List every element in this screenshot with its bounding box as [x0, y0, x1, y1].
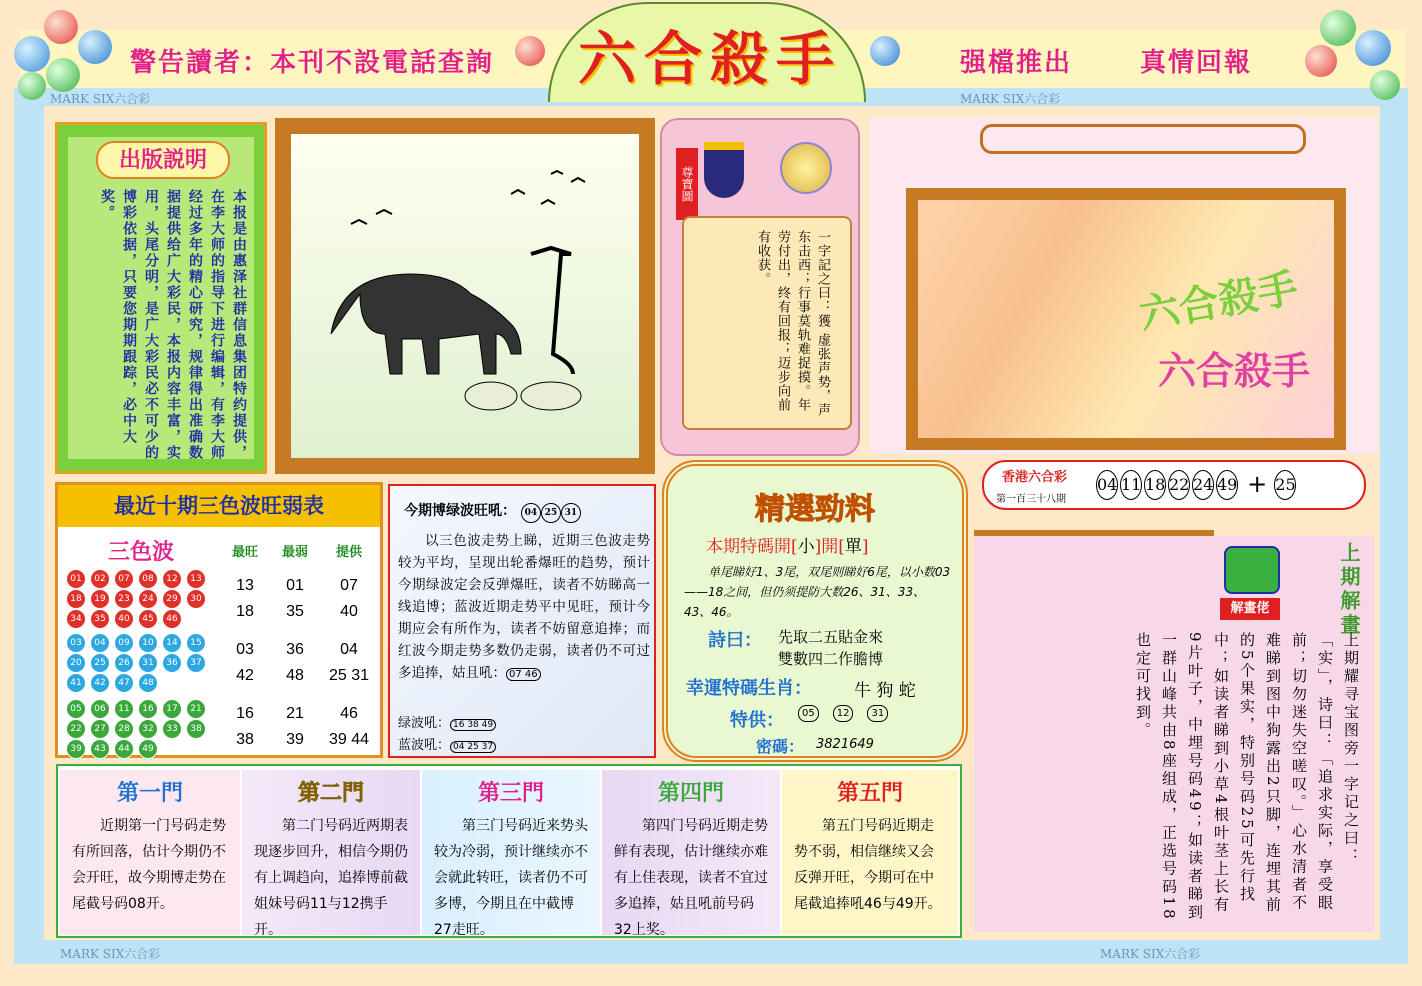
- explain-badge: 解畫佬: [1220, 598, 1280, 620]
- door-4-title: 第四門: [657, 780, 724, 806]
- publication-notice-body: 本报是由惠泽社群信息集团特约提供，在李大师的指导下进行编辑，有李大师经过多年的精心研究，规律得出准确数据提供给广大彩民，本报内容丰富，实用，头尾分明，是广大彩民必不可少的博彩依据，只要您期期跟踪，必中大奖。: [99, 189, 247, 461]
- wave-ball: 35: [90, 609, 110, 629]
- balloon-icon: [870, 36, 900, 66]
- offer-numbers: [798, 708, 888, 719]
- green-wave-body-text: 以三色波走势上睇，近期三色波走势较为平均，呈现出轮番爆旺的趋势，预计今期绿波定会反弹爆旺，读者不妨睇高一线追博；蓝波近期走势平中见旺，预计今期应会有所作为，读者不妨留意追捧；而红波今期走势多数仍走弱，读者仍不可过多追捧，姑且吼：: [398, 533, 650, 681]
- wave-ball: 01: [66, 569, 86, 589]
- poem-line-2: 雙數四二作膽博: [778, 650, 884, 668]
- wave-table-head-hot: 最旺: [231, 545, 258, 560]
- wave-ball: 24: [138, 589, 158, 609]
- wave-ball: 07: [114, 569, 134, 589]
- treasure-label: 尊寶圖: [676, 148, 698, 220]
- zodiac-label: 幸運特碼生肖：: [686, 678, 812, 699]
- draw-number: 24: [1192, 470, 1214, 500]
- puzzle-picture-frame: [275, 118, 655, 474]
- wave-ball: 11: [114, 699, 134, 719]
- door-2-title: 第二門: [297, 780, 364, 806]
- treasure-verse: 一字記之曰：獲 虚张声势，声东击西；行事莫轨难捉摸。年劳付出，终有回报；迈步向前有收获。: [755, 230, 830, 418]
- draw-number: 18: [1144, 470, 1166, 500]
- publication-notice-panel: [55, 122, 267, 474]
- wave-table-head-cold: 最弱: [281, 545, 308, 560]
- special-line-prefix: 本期特碼開: [706, 537, 791, 557]
- wave-ball: 31: [138, 653, 158, 673]
- draw-number: 11: [1120, 470, 1142, 500]
- wave-ball: 02: [90, 569, 110, 589]
- special-mid: 開: [821, 537, 839, 557]
- selection-note: 单尾睇好1、3尾，双尾则睇好6尾，以小数03——18之间，但仍须提防大数26、31、33、43、46。: [684, 565, 951, 619]
- green-pick-line: [398, 712, 496, 731]
- wave-ball: 47: [114, 673, 134, 693]
- wave-ball: 26: [114, 653, 134, 673]
- wave-ball: 48: [138, 673, 158, 693]
- wave-ball: 36: [162, 653, 182, 673]
- special-number: 25: [1274, 470, 1296, 500]
- wave-ball: 03: [66, 633, 86, 653]
- wave-table-cell-cold: 01 35: [286, 577, 304, 620]
- special-size: 小: [797, 537, 815, 557]
- wave-table-cell-hot: 13 18: [236, 577, 254, 620]
- wave-table-panel: [55, 482, 383, 758]
- wave-ball: 06: [90, 699, 110, 719]
- photo-image: [918, 200, 1334, 438]
- wave-table-cell-cold: 21 39: [286, 705, 304, 748]
- green-wave-title-text: 今期博绿波旺吼：: [404, 503, 516, 519]
- balloon-icon: [1370, 70, 1400, 100]
- wave-ball: 39: [66, 739, 86, 759]
- door-2-body: 第二门号码近两期表现逐步回升，相信今期仍有上调趋向，追捧博前截姐妹号码11与12携手开。: [254, 818, 408, 938]
- green-pick: 16 38 49: [450, 719, 496, 731]
- puzzle-picture: [291, 134, 639, 458]
- explain-title: 上期解畫: [1337, 542, 1361, 638]
- publication-notice-title: 出版説明: [96, 141, 230, 179]
- door-3-title: 第三門: [477, 780, 544, 806]
- wave-ball: 20: [66, 653, 86, 673]
- offer-number: 05: [798, 705, 819, 722]
- door-1: [60, 770, 240, 935]
- wave-ball: 17: [162, 699, 182, 719]
- offer-number: 31: [867, 705, 888, 722]
- balloon-icon: [14, 36, 50, 72]
- wave-ball: 34: [66, 609, 86, 629]
- medal-icon: [780, 142, 832, 194]
- explain-badge-icon: [1224, 546, 1280, 594]
- door-4-body: 第四门号码近期走势鲜有表现，估计继续亦难有上佳表现，读者不宜过多追捧，姑且吼前号码32上奖。: [614, 818, 768, 938]
- wave-ball: 21: [186, 699, 206, 719]
- wave-table-cell-cold: 36 48: [286, 641, 304, 684]
- blue-pick-line: [398, 734, 496, 753]
- wave-ball: 09: [114, 633, 134, 653]
- draw-number: 22: [1168, 470, 1190, 500]
- slogan-left: 强檔推出: [960, 48, 1073, 78]
- left-border-band: [14, 88, 44, 964]
- poem-line-1: 先取二五貼金來: [778, 628, 884, 646]
- zodiac-value: 牛 狗 蛇: [854, 681, 916, 701]
- plus-sign: +: [1247, 470, 1268, 498]
- special-line: 本期特碼開[小]開[單]: [706, 537, 869, 557]
- blue-pick-label: 蓝波吼：: [398, 738, 451, 753]
- offer-label: 特供：: [730, 710, 784, 731]
- wave-ball: 16: [138, 699, 158, 719]
- slogan-right: 真情回報: [1140, 48, 1253, 78]
- wave-ball: 49: [138, 739, 158, 759]
- wave-table-head-offer: 提供: [335, 545, 362, 560]
- green-wave-panel: [388, 484, 656, 758]
- wave-ball: 29: [162, 589, 182, 609]
- wave-ball: 38: [186, 719, 206, 739]
- border-text-top-right: MARK SIX六合彩: [960, 92, 1061, 106]
- draw-number: 04: [1096, 470, 1118, 500]
- wave-ball: 37: [186, 653, 206, 673]
- wave-ball: 08: [138, 569, 158, 589]
- wave-ball: 44: [114, 739, 134, 759]
- wave-ball: 19: [90, 589, 110, 609]
- balloon-icon: [1305, 45, 1337, 77]
- balloon-icon: [515, 36, 545, 66]
- red-ball-group: [66, 569, 216, 629]
- blue-pick: 04 25 37: [450, 741, 496, 753]
- code-label: 密碼：: [756, 737, 805, 756]
- wave-table-cell-offer: 07 40: [340, 577, 358, 620]
- lottery-issue: 第一百三十八期: [996, 494, 1066, 505]
- wave-ball: 42: [90, 673, 110, 693]
- wave-ball: 25: [90, 653, 110, 673]
- wave-ball: 05: [66, 699, 86, 719]
- wave-table-head-color: 三色波: [107, 539, 174, 565]
- green-wave-number: 04: [521, 503, 541, 523]
- treasure-scroll-panel: [660, 118, 860, 456]
- door-4: [602, 770, 780, 938]
- balloon-icon: [46, 58, 80, 92]
- door-1-title: 第一門: [116, 780, 183, 806]
- wave-ball: 10: [138, 633, 158, 653]
- green-wave-title: [404, 500, 581, 523]
- red-pick: 07 46: [506, 668, 541, 681]
- hanging-rod: [980, 124, 1306, 154]
- wave-ball: 23: [114, 589, 134, 609]
- page-title: 六合殺手: [577, 25, 842, 93]
- wave-table-cell-hot: 16 38: [236, 705, 254, 748]
- wave-table-cell-hot: 03 42: [236, 641, 254, 684]
- wave-ball: 22: [66, 719, 86, 739]
- door-5-body: 第五门号码近期走势不弱，相信继续又会反弹开旺，今期可在中尾截追捧吼46与49开。: [794, 818, 942, 912]
- wave-ball: 46: [162, 609, 182, 629]
- wave-ball: 45: [138, 609, 158, 629]
- wave-ball: 41: [66, 673, 86, 693]
- green-wave-body: [398, 530, 650, 686]
- border-text-bottom: MARK SIX六合彩: [60, 947, 161, 961]
- green-wave-number: 25: [541, 503, 561, 523]
- wave-ball: 33: [162, 719, 182, 739]
- wave-ball: 27: [90, 719, 110, 739]
- border-text-bottom-right: MARK SIX六合彩: [1100, 947, 1201, 961]
- wave-ball: 04: [90, 633, 110, 653]
- door-3-body: 第三门号码近来势头较为冷弱，预计继续亦不会就此转旺，读者仍不可多博，今期且在中截博27走旺。: [434, 818, 588, 938]
- selection-title: 精選勁料: [755, 492, 875, 527]
- wave-ball: 28: [114, 719, 134, 739]
- door-3: [422, 770, 600, 938]
- photo-panel: [870, 118, 1378, 454]
- wave-ball: 43: [90, 739, 110, 759]
- wave-table-cell-offer: 46 39 44: [328, 705, 370, 748]
- wave-ball: 30: [186, 589, 206, 609]
- green-ball-group: [66, 699, 216, 759]
- wave-ball: 14: [162, 633, 182, 653]
- warning-text: 警告讀者：本刊不設電話查詢: [130, 48, 495, 78]
- lottery-numbers: [1096, 470, 1298, 500]
- balloon-icon: [1320, 10, 1356, 46]
- poem-label: 詩曰：: [708, 630, 762, 651]
- blue-ball-group: [66, 633, 216, 693]
- balloon-icon: [44, 10, 78, 44]
- border-text-top: MARK SIX六合彩: [50, 92, 151, 106]
- wave-ball: 40: [114, 609, 134, 629]
- door-1-body: 近期第一门号码走势有所回落，估计今期仍不会开旺，故今期博走势在尾截号码08开。: [72, 818, 226, 912]
- wave-ball: 12: [162, 569, 182, 589]
- balloon-icon: [78, 30, 112, 64]
- right-border-band: [1380, 88, 1408, 964]
- balloon-icon: [1355, 30, 1391, 66]
- wave-table-title: 最近十期三色波旺弱表: [58, 485, 380, 527]
- door-5-title: 第五門: [836, 780, 903, 806]
- photo-caption-1: 六合殺手: [1135, 264, 1302, 339]
- pot-of-gold-icon: [704, 142, 744, 198]
- selection-panel: [662, 460, 968, 762]
- explain-body: 上期耀寻宝图旁一字记之曰：「实」，诗曰：「追求实际，享受眼前；切勿迷失空嗟叹。」心水清者不难睇到图中狗露出2只脚，连埋其前的5个果实，特别号码25可先行找中；如读者睇到小草4根叶茎上长有9片叶子，中埋号码49；如读者睇到一群山峰共由8座组成，正选号码18也定可找到。: [1134, 632, 1360, 922]
- door-5: [782, 770, 958, 935]
- elephant-seven-illustration: [291, 134, 639, 458]
- wave-ball: 15: [186, 633, 206, 653]
- lottery-brand: 香港六合彩: [1002, 470, 1068, 485]
- special-parity: 單: [844, 537, 862, 557]
- code-value: 3821649: [816, 737, 874, 752]
- photo-caption-2: 六合殺手: [1158, 348, 1311, 393]
- wave-ball: 18: [66, 589, 86, 609]
- lottery-result-bar: [982, 460, 1366, 510]
- green-wave-number: 31: [561, 503, 581, 523]
- wave-ball: 13: [186, 569, 206, 589]
- door-2: [242, 770, 420, 938]
- offer-number: 12: [833, 705, 854, 722]
- draw-number: 49: [1216, 470, 1238, 500]
- explain-panel: [974, 536, 1374, 932]
- photo-frame: [906, 188, 1346, 450]
- balloon-icon: [18, 72, 46, 100]
- green-pick-label: 绿波吼：: [398, 716, 451, 731]
- wave-table-cell-offer: 04 25 31: [328, 641, 370, 684]
- wave-ball: 32: [138, 719, 158, 739]
